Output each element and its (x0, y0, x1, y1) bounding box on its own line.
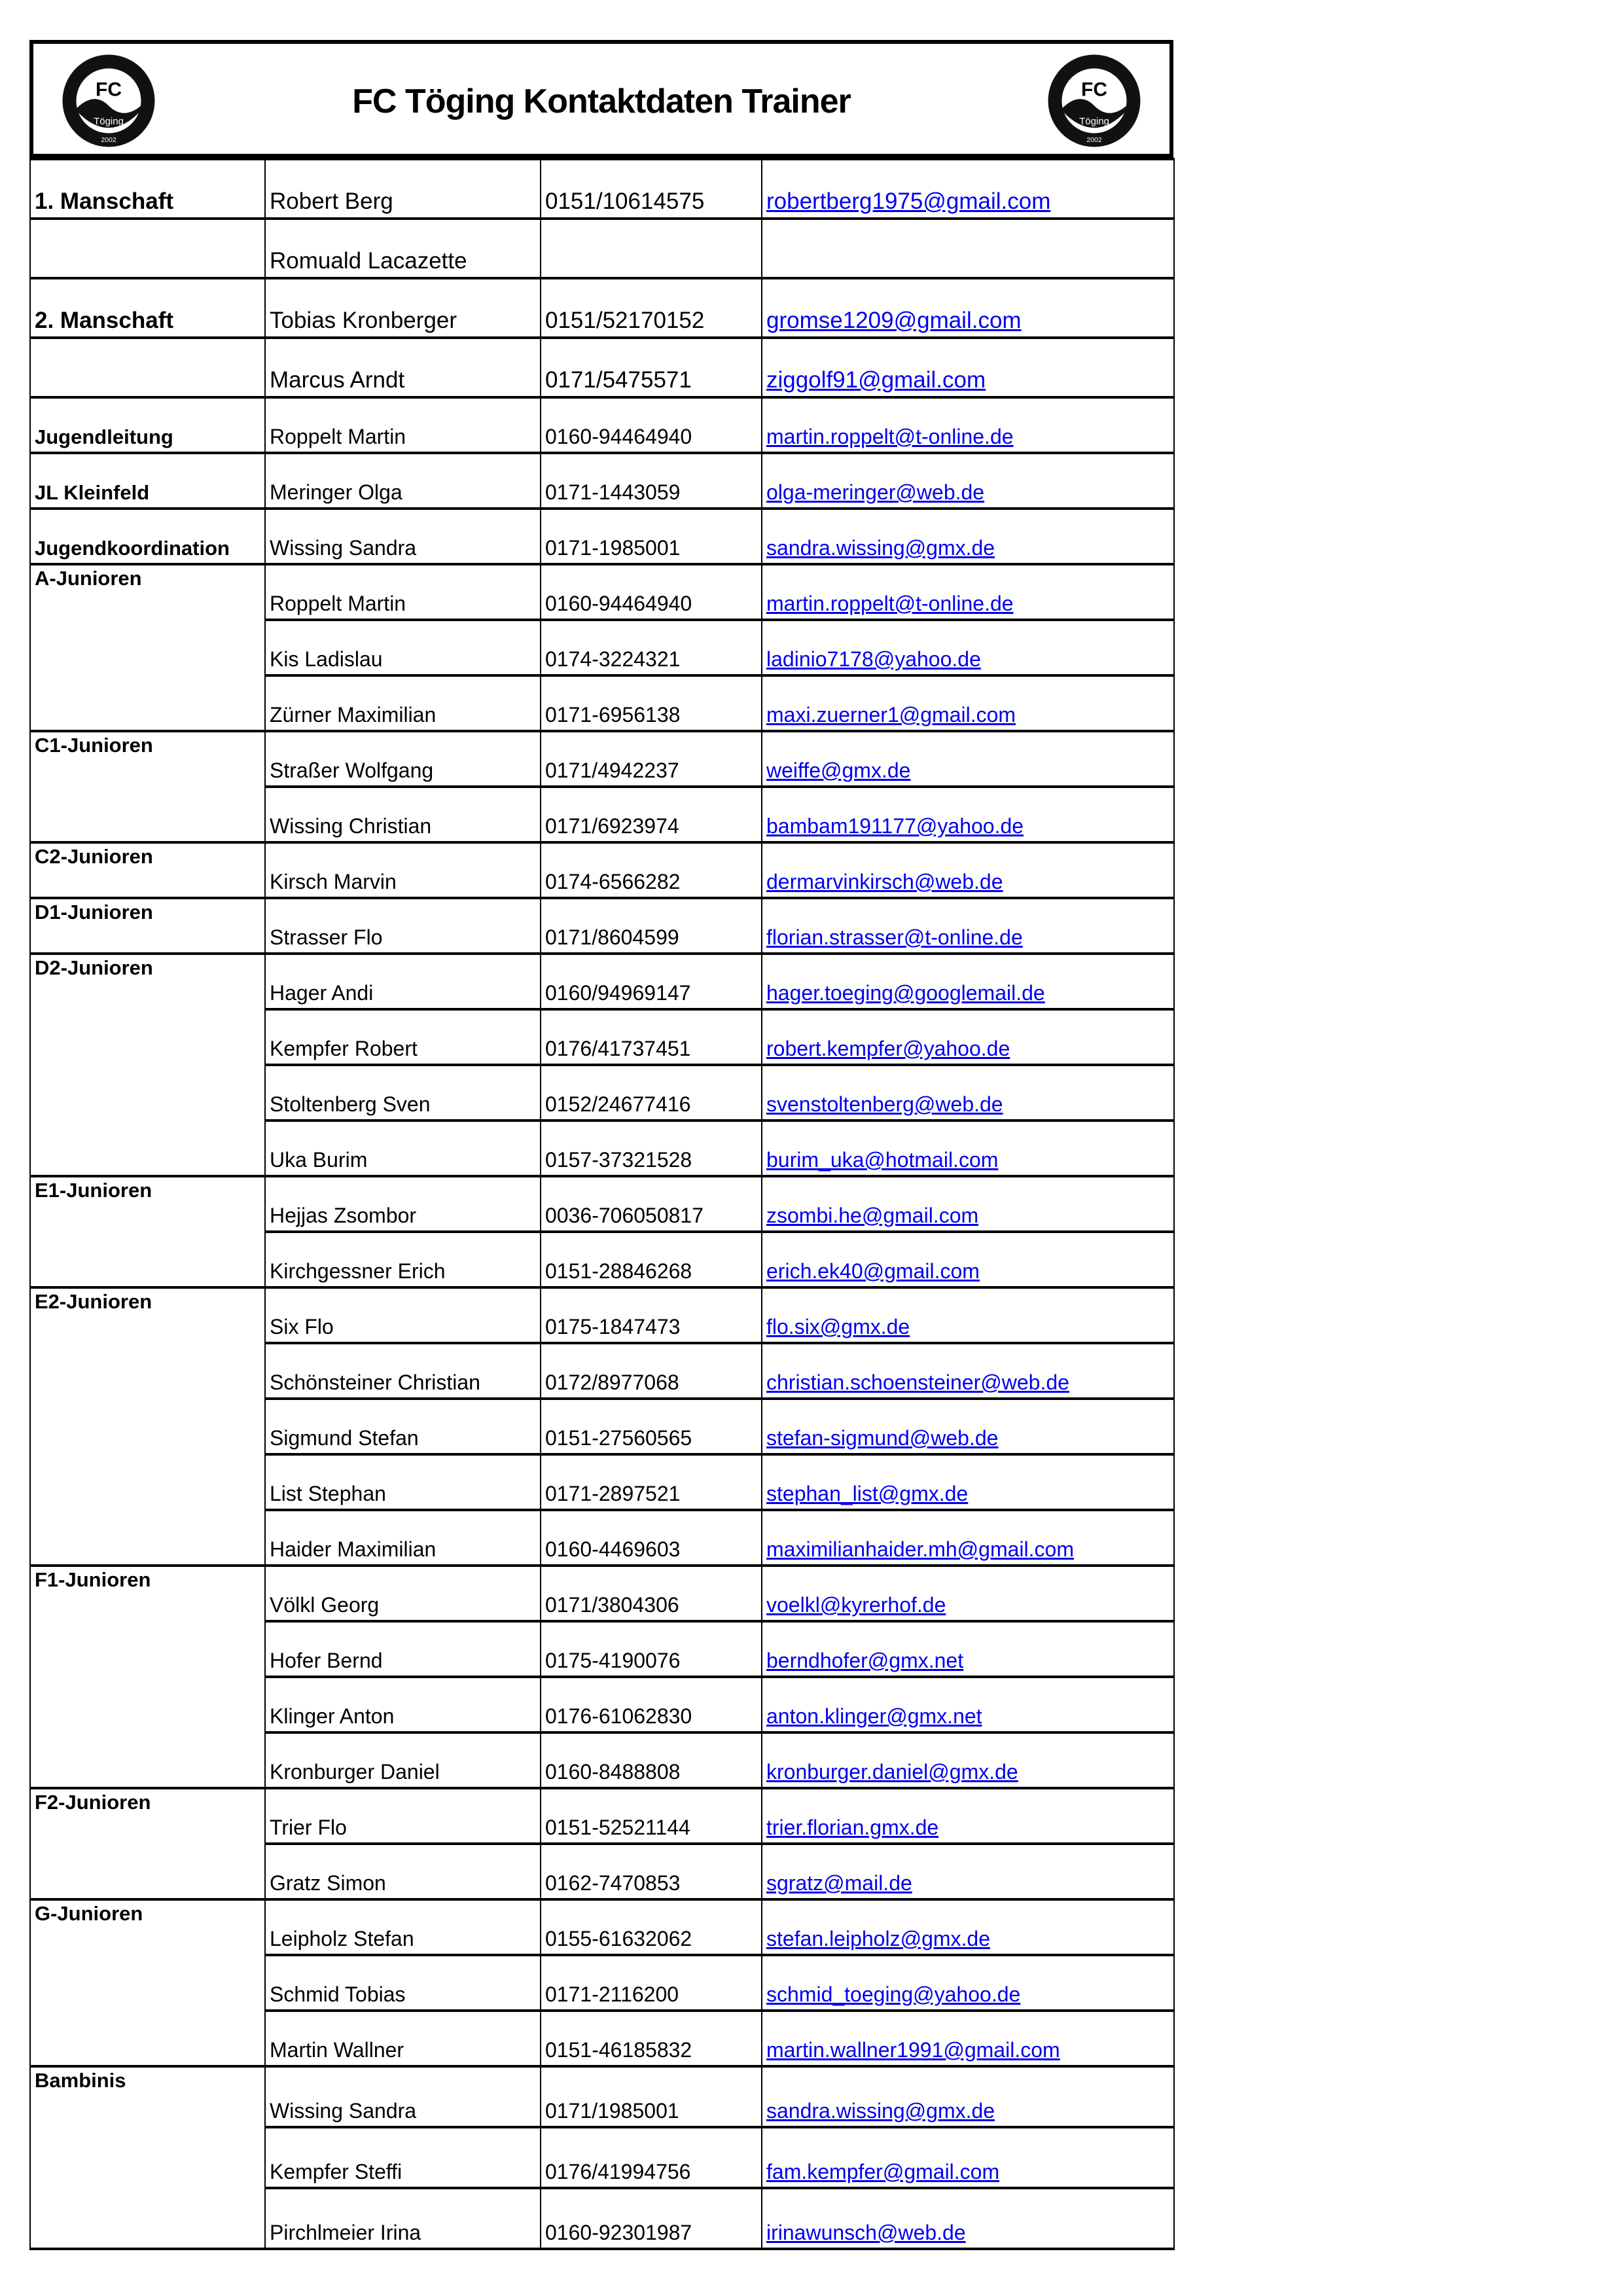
table-row (30, 2066, 1174, 2127)
email-link[interactable]: stephan_list@gmx.de (766, 1482, 969, 1505)
email-cell (762, 898, 1174, 954)
email-cell (762, 1399, 1174, 1454)
name-cell: Kempfer Robert (265, 1009, 541, 1065)
category-label: Jugendkoordination (35, 537, 230, 560)
category-label: G-Junioren (35, 1902, 143, 1925)
email-link[interactable]: sandra.wissing@gmx.de (766, 536, 995, 560)
email-link[interactable]: anton.klinger@gmx.net (766, 1704, 982, 1728)
phone-cell: 0171-1443059 (541, 453, 762, 509)
table-row (30, 397, 1174, 453)
email-cell (762, 1065, 1174, 1121)
name-cell: Stoltenberg Sven (265, 1065, 541, 1121)
name-cell: Kis Ladislau (265, 620, 541, 675)
phone-cell: 0176/41994756 (541, 2127, 762, 2188)
email-link[interactable]: robert.kempfer@yahoo.de (766, 1037, 1010, 1060)
email-link[interactable]: sandra.wissing@gmx.de (766, 2099, 995, 2123)
table-row (30, 842, 1174, 898)
name-cell: Kronburger Daniel (265, 1732, 541, 1788)
email-link[interactable]: olga-meringer@web.de (766, 480, 985, 504)
table-row (30, 1287, 1174, 1343)
email-cell (762, 731, 1174, 787)
club-logo-right (1045, 52, 1143, 150)
name-cell: Völkl Georg (265, 1566, 541, 1621)
table-row (30, 338, 1174, 397)
email-cell (762, 219, 1174, 278)
contacts-table (29, 158, 1175, 2250)
phone-cell: 0151-52521144 (541, 1788, 762, 1844)
email-cell (762, 1899, 1174, 1955)
phone-cell (541, 219, 762, 278)
name-cell: Kirsch Marvin (265, 842, 541, 898)
email-link[interactable]: bambam191177@yahoo.de (766, 814, 1024, 838)
email-cell (762, 1343, 1174, 1399)
category-label: D1-Junioren (35, 901, 153, 924)
table-row (30, 1176, 1174, 1232)
phone-cell: 0160-8488808 (541, 1732, 762, 1788)
category-label: Bambinis (35, 2069, 126, 2092)
email-cell (762, 1788, 1174, 1844)
table-row (30, 731, 1174, 787)
email-link[interactable]: svenstoltenberg@web.de (766, 1092, 1003, 1116)
email-link[interactable]: florian.strasser@t-online.de (766, 925, 1023, 949)
phone-cell: 0160-4469603 (541, 1510, 762, 1566)
name-cell: Straßer Wolfgang (265, 731, 541, 787)
email-link[interactable]: dermarvinkirsch@web.de (766, 870, 1003, 893)
phone-cell: 0171-1985001 (541, 509, 762, 564)
phone-cell: 0151-46185832 (541, 2011, 762, 2066)
email-cell (762, 159, 1174, 219)
email-link[interactable]: trier.florian.gmx.de (766, 1816, 939, 1839)
phone-cell: 0036-706050817 (541, 1176, 762, 1232)
category-cell (30, 278, 265, 338)
email-cell (762, 1232, 1174, 1287)
svg-text:FC: FC (1081, 79, 1107, 101)
email-cell (762, 1121, 1174, 1176)
category-cell (30, 1788, 265, 1899)
svg-text:Töging: Töging (1079, 116, 1109, 127)
email-cell (762, 1732, 1174, 1788)
category-cell (30, 731, 265, 842)
category-label: JL Kleinfeld (35, 481, 150, 504)
phone-cell: 0151-28846268 (541, 1232, 762, 1287)
email-cell (762, 2011, 1174, 2066)
name-cell: Schönsteiner Christian (265, 1343, 541, 1399)
phone-cell: 0174-6566282 (541, 842, 762, 898)
category-cell (30, 898, 265, 954)
name-cell: Meringer Olga (265, 453, 541, 509)
category-cell (30, 1566, 265, 1788)
table-row (30, 453, 1174, 509)
email-link[interactable]: irinawunsch@web.de (766, 2221, 966, 2244)
email-link[interactable]: zsombi.he@gmail.com (766, 1204, 979, 1227)
email-cell (762, 2127, 1174, 2188)
email-link[interactable]: sgratz@mail.de (766, 1871, 912, 1895)
name-cell: List Stephan (265, 1454, 541, 1510)
name-cell: Wissing Sandra (265, 2066, 541, 2127)
name-cell: Uka Burim (265, 1121, 541, 1176)
name-cell: Schmid Tobias (265, 1955, 541, 2011)
table-row (30, 954, 1174, 1009)
email-cell (762, 2188, 1174, 2249)
category-label: F1-Junioren (35, 1568, 151, 1591)
name-cell: Strasser Flo (265, 898, 541, 954)
email-cell (762, 338, 1174, 397)
name-cell: Wissing Christian (265, 787, 541, 842)
email-cell (762, 842, 1174, 898)
table-row (30, 1788, 1174, 1844)
category-cell (30, 1899, 265, 2066)
table-row (30, 898, 1174, 954)
category-label: E1-Junioren (35, 1179, 152, 1202)
email-cell (762, 620, 1174, 675)
email-link[interactable]: stefan-sigmund@web.de (766, 1426, 999, 1450)
email-link[interactable]: erich.ek40@gmail.com (766, 1259, 980, 1283)
name-cell: Roppelt Martin (265, 564, 541, 620)
email-cell (762, 453, 1174, 509)
email-cell (762, 1176, 1174, 1232)
category-label: C1-Junioren (35, 734, 153, 757)
phone-cell: 0171-2116200 (541, 1955, 762, 2011)
category-cell (30, 159, 265, 219)
email-cell (762, 397, 1174, 453)
table-row (30, 1566, 1174, 1621)
phone-cell: 0171/6923974 (541, 787, 762, 842)
email-link[interactable]: ziggolf91@gmail.com (766, 367, 986, 393)
name-cell: Trier Flo (265, 1788, 541, 1844)
email-cell (762, 509, 1174, 564)
email-link[interactable]: gromse1209@gmail.com (766, 308, 1022, 333)
email-cell (762, 1677, 1174, 1732)
email-link[interactable]: berndhofer@gmx.net (766, 1649, 964, 1672)
name-cell: Zürner Maximilian (265, 675, 541, 731)
email-link[interactable]: ladinio7178@yahoo.de (766, 647, 981, 671)
table-row (30, 278, 1174, 338)
name-cell: Hager Andi (265, 954, 541, 1009)
email-link[interactable]: fam.kempfer@gmail.com (766, 2160, 1000, 2183)
category-cell (30, 564, 265, 731)
category-label: C2-Junioren (35, 845, 153, 868)
phone-cell: 0160-94464940 (541, 397, 762, 453)
phone-cell: 0171/8604599 (541, 898, 762, 954)
email-cell (762, 954, 1174, 1009)
category-label: E2-Junioren (35, 1290, 152, 1313)
phone-cell: 0172/8977068 (541, 1343, 762, 1399)
phone-cell: 0151/10614575 (541, 159, 762, 219)
category-label: F2-Junioren (35, 1791, 151, 1814)
email-link[interactable]: stefan.leipholz@gmx.de (766, 1927, 990, 1950)
category-label: D2-Junioren (35, 956, 153, 979)
name-cell: Hofer Bernd (265, 1621, 541, 1677)
email-cell (762, 1009, 1174, 1065)
email-link[interactable]: robertberg1975@gmail.com (766, 188, 1051, 214)
email-link[interactable]: flo.six@gmx.de (766, 1315, 910, 1338)
email-link[interactable]: kronburger.daniel@gmx.de (766, 1760, 1018, 1784)
document-header (29, 40, 1173, 159)
name-cell: Hejjas Zsombor (265, 1176, 541, 1232)
phone-cell: 0160/94969147 (541, 954, 762, 1009)
phone-cell: 0171/3804306 (541, 1566, 762, 1621)
name-cell: Kempfer Steffi (265, 2127, 541, 2188)
table-row (30, 219, 1174, 278)
category-cell (30, 338, 265, 397)
email-link[interactable]: weiffe@gmx.de (766, 759, 911, 782)
phone-cell: 0155-61632062 (541, 1899, 762, 1955)
email-link[interactable]: burim_uka@hotmail.com (766, 1148, 999, 1172)
name-cell: Kirchgessner Erich (265, 1232, 541, 1287)
email-link[interactable]: voelkl@kyrerhof.de (766, 1593, 946, 1617)
email-cell (762, 1454, 1174, 1510)
phone-cell: 0171-6956138 (541, 675, 762, 731)
table-row (30, 509, 1174, 564)
category-label: 1. Manschaft (35, 188, 173, 214)
phone-cell: 0171/1985001 (541, 2066, 762, 2127)
email-cell (762, 1844, 1174, 1899)
phone-cell: 0174-3224321 (541, 620, 762, 675)
phone-cell: 0176-61062830 (541, 1677, 762, 1732)
phone-cell: 0171-2897521 (541, 1454, 762, 1510)
svg-text:FC: FC (96, 79, 122, 101)
category-cell (30, 219, 265, 278)
phone-cell: 0175-1847473 (541, 1287, 762, 1343)
name-cell: Leipholz Stefan (265, 1899, 541, 1955)
name-cell: Haider Maximilian (265, 1510, 541, 1566)
email-link[interactable]: maxi.zuerner1@gmail.com (766, 703, 1016, 726)
email-cell (762, 1510, 1174, 1566)
email-cell (762, 278, 1174, 338)
category-cell (30, 1287, 265, 1566)
email-cell (762, 2066, 1174, 2127)
table-row (30, 564, 1174, 620)
email-link[interactable]: hager.toeging@googlemail.de (766, 981, 1045, 1005)
email-cell (762, 675, 1174, 731)
name-cell: Tobias Kronberger (265, 278, 541, 338)
phone-cell: 0176/41737451 (541, 1009, 762, 1065)
email-link[interactable]: martin.wallner1991@gmail.com (766, 2038, 1060, 2062)
email-cell (762, 787, 1174, 842)
category-cell (30, 954, 265, 1176)
phone-cell: 0160-94464940 (541, 564, 762, 620)
category-cell (30, 842, 265, 898)
table-row (30, 159, 1174, 219)
category-cell (30, 2066, 265, 2249)
category-cell (30, 397, 265, 453)
email-link[interactable]: schmid_toeging@yahoo.de (766, 1982, 1021, 2006)
phone-cell: 0162-7470853 (541, 1844, 762, 1899)
svg-text:2002: 2002 (101, 136, 116, 144)
email-link[interactable]: martin.roppelt@t-online.de (766, 425, 1014, 448)
name-cell: Martin Wallner (265, 2011, 541, 2066)
name-cell: Romuald Lacazette (265, 219, 541, 278)
phone-cell: 0151/52170152 (541, 278, 762, 338)
email-link[interactable]: christian.schoensteiner@web.de (766, 1371, 1069, 1394)
category-label: A-Junioren (35, 567, 142, 590)
name-cell: Wissing Sandra (265, 509, 541, 564)
svg-text:Töging: Töging (94, 116, 124, 127)
category-cell (30, 1176, 265, 1287)
name-cell: Sigmund Stefan (265, 1399, 541, 1454)
name-cell: Gratz Simon (265, 1844, 541, 1899)
page-title: FC Töging Kontaktdaten Trainer (352, 82, 851, 120)
email-cell (762, 564, 1174, 620)
phone-cell: 0171/4942237 (541, 731, 762, 787)
name-cell: Pirchlmeier Irina (265, 2188, 541, 2249)
email-cell (762, 1621, 1174, 1677)
email-link[interactable]: maximilianhaider.mh@gmail.com (766, 1537, 1074, 1561)
email-cell (762, 1955, 1174, 2011)
phone-cell: 0171/5475571 (541, 338, 762, 397)
phone-cell: 0157-37321528 (541, 1121, 762, 1176)
name-cell: Marcus Arndt (265, 338, 541, 397)
category-cell (30, 453, 265, 509)
category-cell (30, 509, 265, 564)
name-cell: Roppelt Martin (265, 397, 541, 453)
category-label: 2. Manschaft (35, 308, 173, 333)
table-row (30, 1899, 1174, 1955)
phone-cell: 0152/24677416 (541, 1065, 762, 1121)
svg-text:2002: 2002 (1086, 136, 1102, 144)
name-cell: Robert Berg (265, 159, 541, 219)
email-cell (762, 1287, 1174, 1343)
category-label: Jugendleitung (35, 425, 173, 448)
phone-cell: 0151-27560565 (541, 1399, 762, 1454)
phone-cell: 0160-92301987 (541, 2188, 762, 2249)
name-cell: Klinger Anton (265, 1677, 541, 1732)
name-cell: Six Flo (265, 1287, 541, 1343)
phone-cell: 0175-4190076 (541, 1621, 762, 1677)
email-cell (762, 1566, 1174, 1621)
email-link[interactable]: martin.roppelt@t-online.de (766, 592, 1014, 615)
